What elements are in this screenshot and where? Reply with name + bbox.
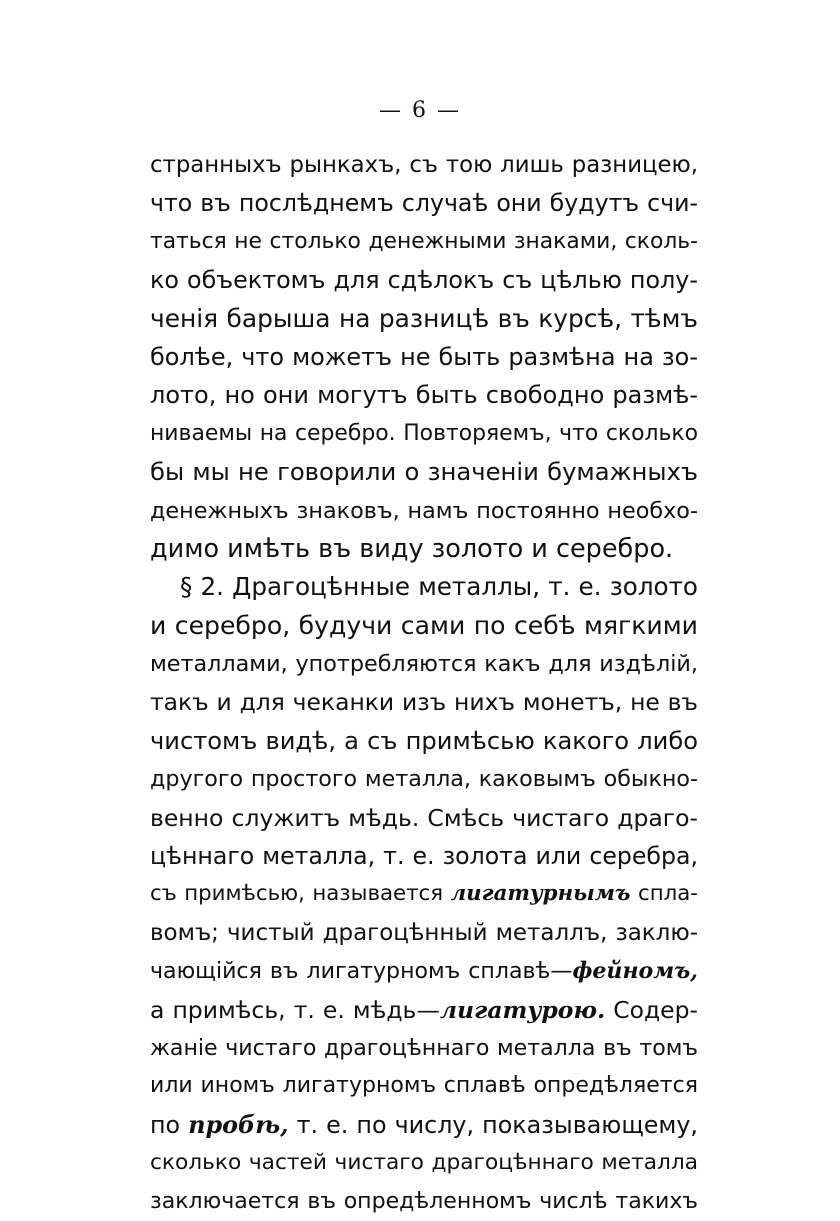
text-run: чающійся въ лигатурномъ сплавѣ— [150, 958, 573, 985]
text-line: венно служитъ мѣдь. Смѣсь чистаго драго- [150, 803, 698, 832]
text-line: денежныхъ знаковъ, намъ постоянно необхо- [150, 497, 698, 524]
text-line: что въ послѣднемъ случаѣ они будутъ счи- [150, 189, 698, 218]
text-line: таться не столько денежными знаками, сколь- [150, 228, 698, 254]
text-run: по [150, 1110, 189, 1139]
text-line: или иномъ лигатурномъ сплавѣ опредѣляется [150, 1073, 698, 1099]
text-line: болѣе, что можетъ не быть размѣна на зо- [150, 342, 698, 371]
section-heading-line: § 2. Драгоцѣнные металлы, т. е. золото [180, 572, 698, 602]
italic-term: пробѣ, [188, 1110, 289, 1139]
italic-term: лигатурнымъ [450, 881, 631, 907]
text-line: чистомъ видѣ, а съ примѣсью какого либо [150, 726, 698, 755]
text-line: и серебро, будучи сами по себѣ мягкими [150, 610, 698, 640]
text-line: жаніе чистаго драгоцѣннаго металла въ томъ [150, 1034, 698, 1061]
body-text [150, 146, 698, 1221]
text-line-with-term [150, 952, 698, 990]
italic-term: лигатурою. [439, 995, 606, 1024]
text-run: съ примѣсью, называется [150, 881, 451, 907]
text-run: спла- [630, 881, 698, 907]
page-number: — 6 — [379, 98, 461, 123]
text-run: а примѣсь, т. е. мѣдь— [150, 995, 440, 1024]
text-line: лото, но они могутъ быть свободно размѣ- [150, 381, 698, 410]
text-line: такъ и для чеканки изъ нихъ монетъ, не въ [150, 688, 698, 717]
text-line: ченія барыша на разницѣ въ курсѣ, тѣмъ [150, 303, 698, 333]
text-line: ниваемы на серебро. Повторяемъ, что сколько [150, 420, 698, 446]
text-line: бы мы не говорили о значеніи бумажныхъ [150, 457, 698, 487]
paragraph-end-line: димо имѣть въ виду золото и серебро. [150, 533, 674, 564]
text-line: ко объектомъ для сдѣлокъ съ цѣлью полу- [150, 266, 698, 295]
text-run: т. е. по числу, показывающему, [288, 1110, 698, 1139]
text-line: сколько частей чистаго драгоцѣннаго металла [150, 1150, 698, 1176]
text-line: странныхъ рынкахъ, съ тою лишь разницею, [150, 152, 698, 178]
text-line: цѣннаго металла, т. е. золота или серебра, [150, 842, 698, 871]
text-line-with-term [150, 875, 698, 913]
text-line: другого простого металла, каковымъ обыкно- [150, 766, 698, 793]
text-line: металлами, употребляются какъ для издѣлій, [150, 651, 698, 678]
text-line: вомъ; чистый драгоцѣнный металлъ, заклю- [150, 919, 698, 946]
text-line: заключается въ опредѣленномъ числѣ такихъ [150, 1188, 698, 1214]
text-line-with-term [150, 1106, 698, 1144]
text-run: Содер- [605, 995, 698, 1024]
italic-term: фейномъ, [572, 958, 698, 985]
text-line-with-term [150, 991, 698, 1029]
